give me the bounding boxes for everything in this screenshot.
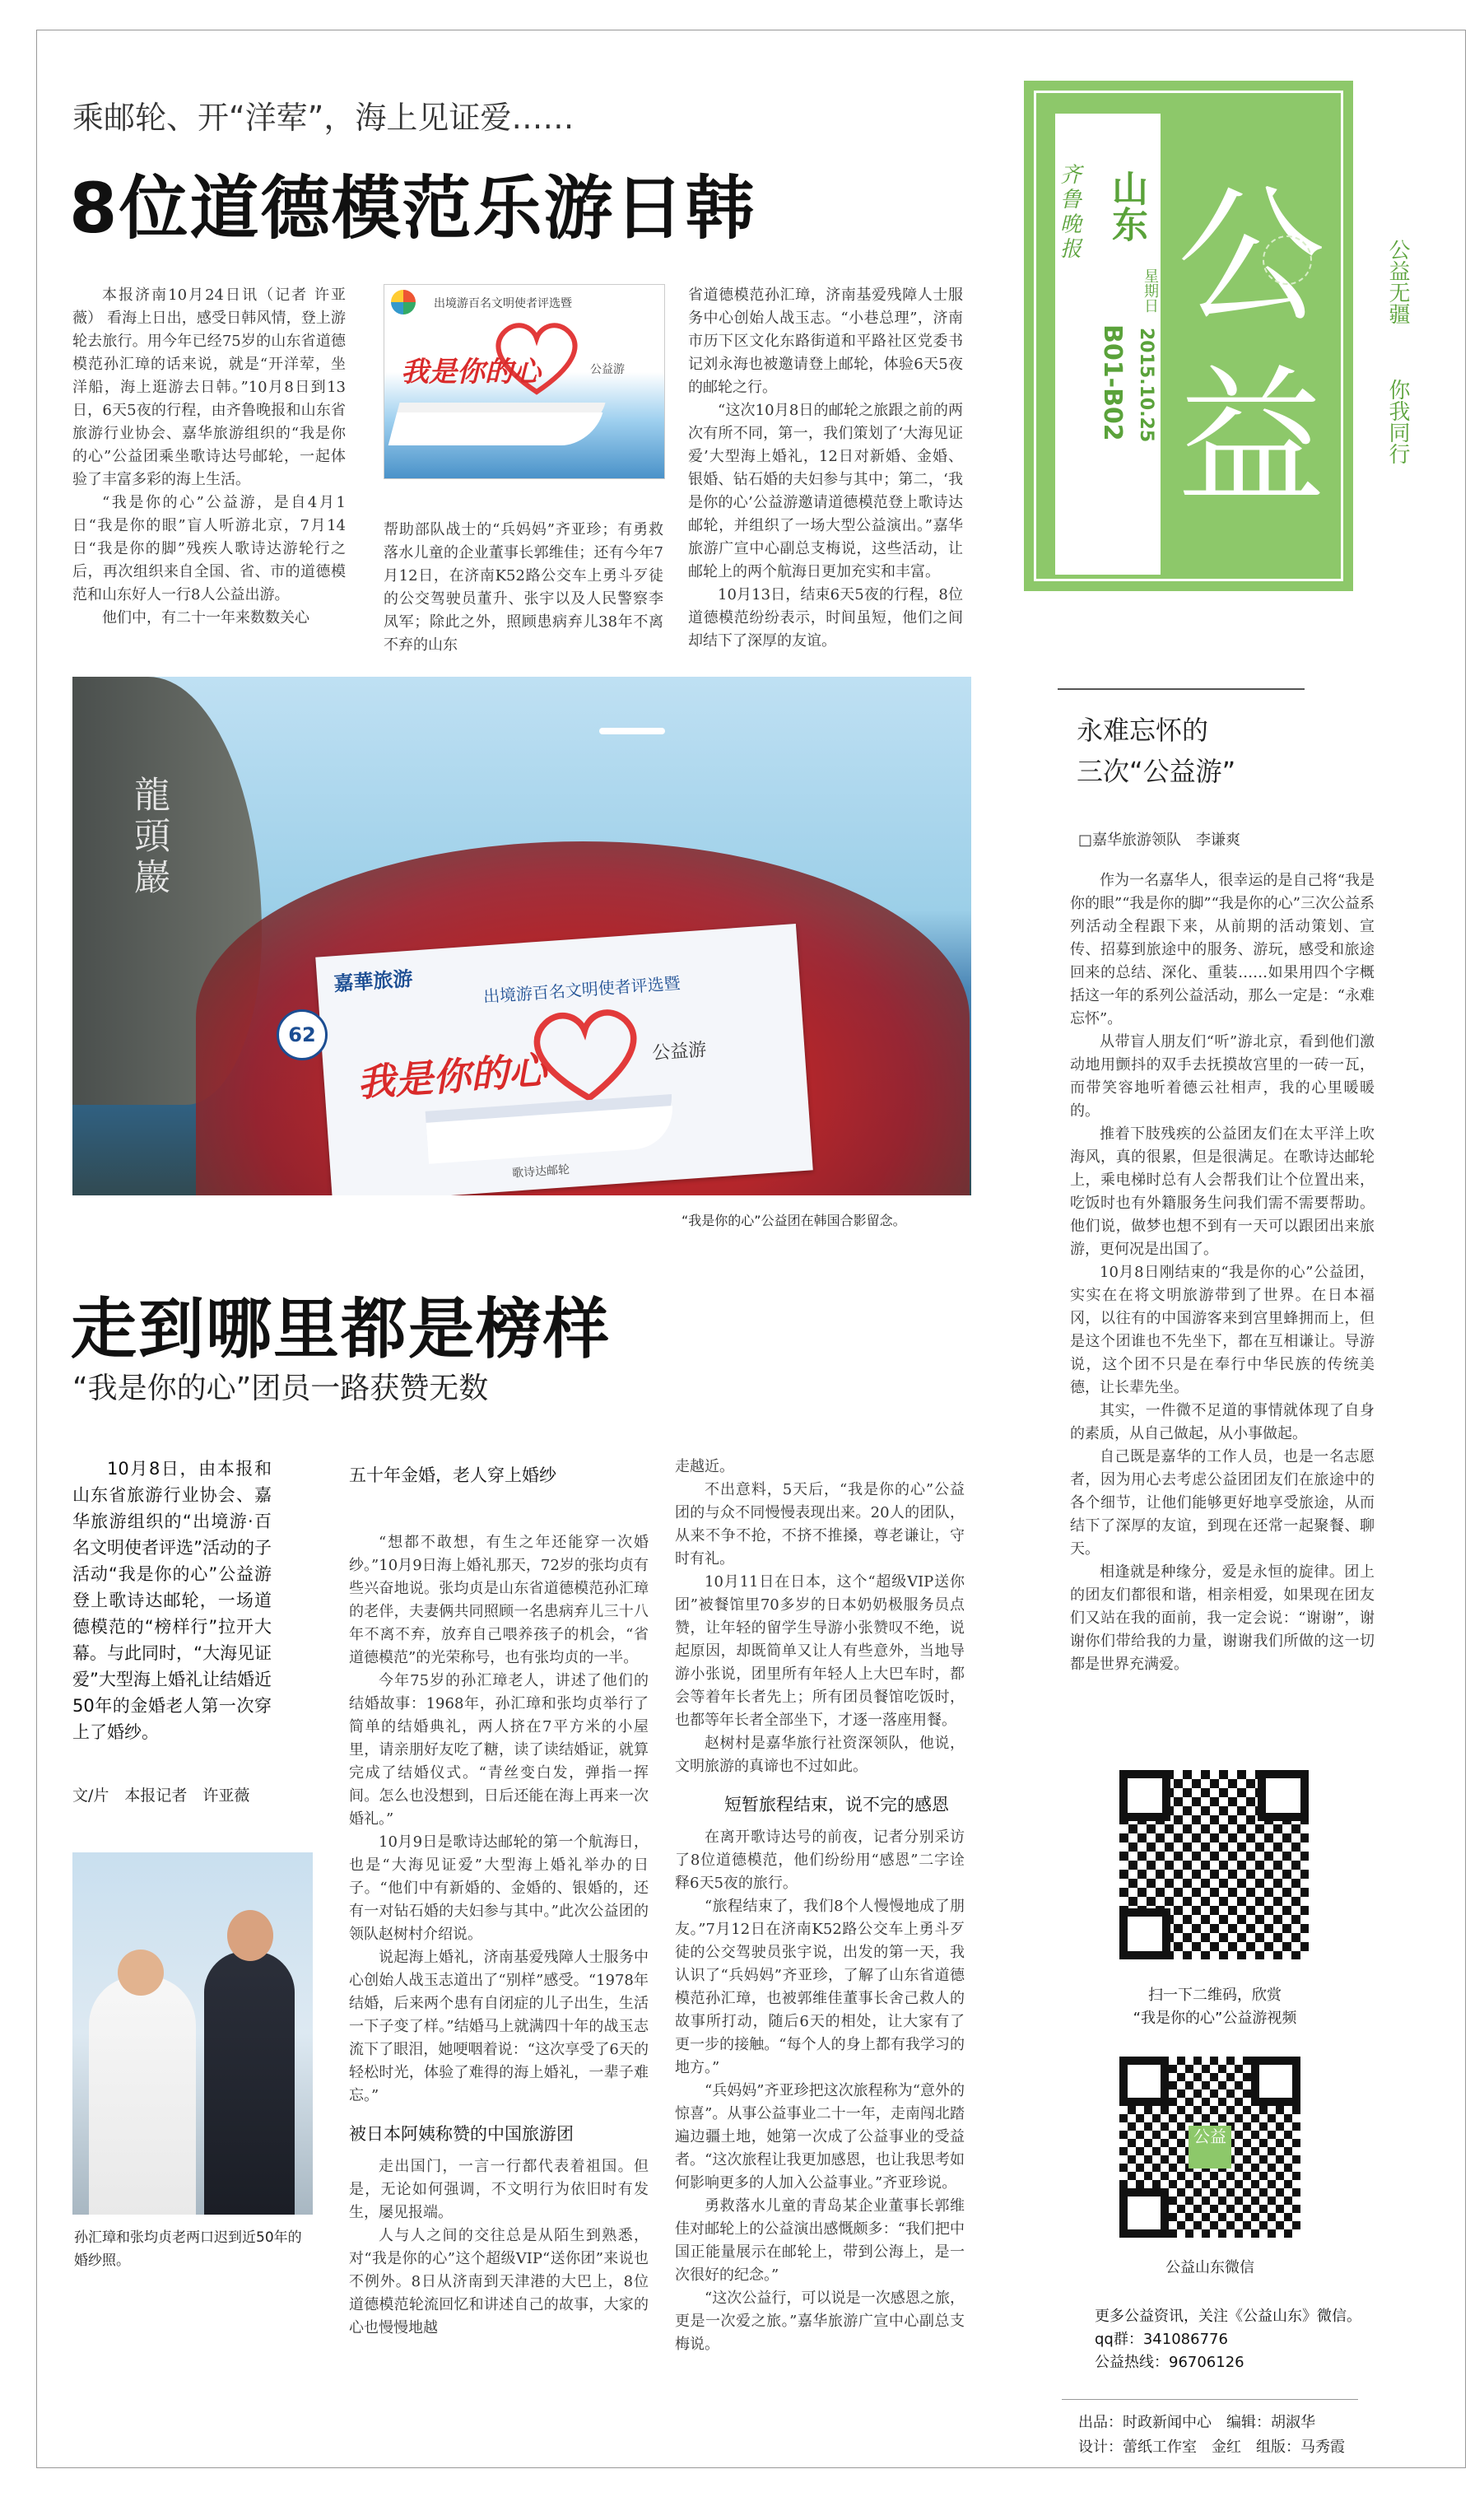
col4-p3: 10月11日在日本，这个“超级VIP送你团”被餐馆里70多岁的日本奶奶极服务员点赞，让年轻的留学生导游小张赞叹不绝，说起原因，却既简单又让人有些意外，当地导游小张说，团里所有年轻人上大巴车时，都会等着年长者先上；所有团员餐馆吃饭时，也都等年长者全部坐下，才逐一落座用餐。: [675, 1573, 965, 1729]
article2-subtitle: “我是你的心”团员一路获赞无数: [72, 1372, 489, 1405]
contact-line1: 更多公益资讯，关注《公益山东》微信。: [1095, 2308, 1361, 2325]
sidebar-p5: 其实，一件微不足道的事情就体现了自身的素质，从自己做起，从小事做起。: [1070, 1402, 1375, 1442]
sidebar-p1: 作为一名嘉华人，很幸运的是自己将“我是你的眼”“我是你的脚”“我是你的心”三次公益系列活动全程跟下来，从前期的活动策划、宣传、招募到旅途中的服务、游玩，感受和旅途回来的总结、深化、重装……如果用四个字概括这一年的系列公益活动，那么一定是：“永难忘怀”。: [1070, 872, 1375, 1027]
col4-p1: 走越近。: [675, 1458, 734, 1475]
sec2-p1: 走出国门，一言一行都代表着祖国。但是，无论如何强调，不文明行为依旧时有发生，屡见报端。: [349, 2158, 649, 2221]
sidebar-p6: 自己既是嘉华的工作人员，也是一名志愿者，因为用心去考虑公益团团友们在旅途中的各个细节，让他们能够更好地享受旅途，从而结下了深厚的友谊，到现在还常一起聚餐、聊天。: [1070, 1448, 1375, 1558]
wedding-photo: [72, 1852, 313, 2215]
sec1-p1: “想都不敢想，有生之年还能穿一次婚纱。”10月9日海上婚礼那天，72岁的张均贞有些兴奋地说。张均贞是山东省道德模范孙汇璋的老伴，夫妻俩共同照顾一名患病弃儿三十八年不离不弃，放弃自己喂养孩子的机会，“省道德模范”的光荣称号，也有张均贞的一半。: [349, 1534, 649, 1666]
airplane-icon: [599, 728, 665, 734]
masthead: [1024, 81, 1353, 591]
masthead-big-char1: 公: [1177, 171, 1326, 343]
wechat-qr-caption: 公益山东微信: [1165, 2259, 1254, 2276]
col4b-p3: “兵妈妈”齐亚珍把这次旅程称为“意外的惊喜”。从事公益事业二十一年，走南闯北踏遍边疆土地，她第一次成了公益事业的受益者。“这次旅程让我更加感恩，也让我思考如何影响更多的人加入公益事业。”齐亚珍说。: [675, 2082, 965, 2192]
number-badge: 62: [277, 1009, 328, 1060]
video-qr-caption: [1100, 1984, 1330, 2030]
contact-info: [1095, 2305, 1361, 2374]
article2-intro-text: 10月8日，由本报和山东省旅游行业协会、嘉华旅游组织的“出境游·百名文明使者评选”活动的子活动“我是你的心”公益游登上歌诗达邮轮，一场道德模范的“榜样行”拉开大幕。与此同时，“大海见证爱”大型海上婚礼让结婚近50年的金婚老人第一次穿上了婚纱。: [72, 1459, 272, 1742]
sidebar-title-line1: 永难忘怀的: [1077, 715, 1209, 746]
masthead-brand: 齐鲁晚报: [1060, 163, 1082, 262]
article1-p3: 他们中，有二十一年来数数关心: [102, 609, 309, 627]
article1-banner-image: [384, 284, 665, 479]
masthead-region: 山东: [1105, 170, 1147, 242]
article2-headline: 走到哪里都是榜样: [71, 1291, 611, 1367]
flag-ship-text: 歌诗达邮轮: [511, 1162, 570, 1181]
group-banner-flag: [315, 924, 813, 1195]
article1-col3: [688, 284, 963, 653]
banner-main-text: 我是你的心: [401, 356, 541, 389]
col4b-p4: 勇救落水儿童的青岛某企业董事长郭维佳对邮轮上的公益演出感慨颇多：“我们把中国正能量展示在邮轮上，带到公海上，是一次很好的纪念。”: [675, 2197, 965, 2284]
col4b-p1: 在离开歌诗达号的前夜，记者分别采访了8位道德模范，他们纷纷用“感恩”二字诠释6天5夜的旅行。: [675, 1829, 965, 1892]
article1-p1: 本报济南10月24日讯（记者 许亚薇） 看海上日出，感受日韩风情，登上游轮去旅行。用今年已经75岁的山东省道德模范孙汇璋的话来说，就是“开洋荤，坐洋船，海上逛游去日韩。”10月8日到13日，6天5夜的行程，由齐鲁晚报和山东省旅游行业协会、嘉华旅游组织的“我是你的心”公益团乘坐歌诗达号邮轮，一起体验了丰富多彩的海上生活。: [72, 287, 346, 488]
article1-col2: [384, 519, 663, 657]
section3-title: 短暂旅程结束，说不完的感恩: [724, 1795, 949, 1815]
sec1-p4: 说起海上婚礼，济南基爱残障人士服务中心创始人战玉志道出了“别样”感受。“1978年结婚，后来两个患有自闭症的儿子出生，生活一下子变了样。”结婚马上就满四十年的战玉志流下了眼泪，她哽咽着说：“这次享受了6天的轻松时光，体验了难得的海上婚礼，一辈子难忘。”: [349, 1949, 649, 2104]
article1-kicker: 乘邮轮、开“洋荤”，海上见证爱……: [72, 100, 575, 136]
sidebar-p4: 10月8日刚结束的“我是你的心”公益团，实实在在将文明旅游带到了世界。在日本福冈，以往有的中国游客来到宫里蜂拥而上，但是这个团谁也不先坐下，都在互相谦让。导游说，这个团不只是在奉行中华民族的传统美德，让长辈先坐。: [1070, 1264, 1375, 1396]
article1-p4: 帮助部队战士的“兵妈妈”齐亚珍；有勇救落水儿童的企业董事长郭维佳；还有今年7月12日，在济南K52路公交车上勇斗歹徒的公交驾驶员董升、张宇以及人民警察李凤军；除此之外，照顾患病弃儿38年不离不弃的山东: [384, 521, 663, 654]
masthead-date: 2015.10.25: [1136, 328, 1156, 443]
credits-line2: 设计：蕾纸工作室 金红 组版：马秀霞: [1078, 2439, 1345, 2456]
flag-ship-icon: [426, 1106, 676, 1164]
masthead-pages: B01-B02: [1098, 324, 1127, 441]
flag-main-text: 我是你的心: [356, 1047, 548, 1106]
contact-hotline: 公益热线：96706126: [1095, 2354, 1244, 2371]
col4b-p5: “这次公益行，可以说是一次感恩之旅，更是一次爱之旅。”嘉华旅游广宣中心副总支梅说。: [675, 2290, 965, 2353]
col4b-p2: “旅程结束了，我们8个人慢慢地成了朋友。”7月12日在济南K52路公交车上勇斗歹徒的公交驾驶员张宇说，出发的第一天，我认识了“兵妈妈”齐亚珍，了解了山东省道德模范孙汇璋，也被郭维佳董事长舍己救人的故事所打动，随后6天的相处，让大家有了更一步的接触。“每个人的身上都有我学习的地方。”: [675, 1898, 965, 2076]
flag-org: 嘉華旅游: [333, 967, 414, 996]
sec2-p2: 人与人之间的交往总是从陌生到熟悉，对“我是你的心”这个超级VIP“送你团”来说也不例外。8日从济南到天津港的大巴上，8位道德模范轮流回忆和讲述自己的故事，大家的心也慢慢地越: [349, 2227, 649, 2336]
article1-headline: 8位道德模范乐游日韩: [69, 168, 756, 249]
video-qr-code[interactable]: [1119, 1770, 1309, 1959]
banner-tag-text: 公益游: [590, 363, 625, 376]
article1-p7: 10月13日，结束6天5夜的行程，8位道德模范纷纷表示，时间虽短，他们之间却结下了深厚的友谊。: [688, 586, 963, 650]
masthead-slogan2: 你我同行: [1385, 379, 1410, 464]
sidebar-p2: 从带盲人朋友们“听”游北京，看到他们激动地用颤抖的双手去抚摸故宫里的一砖一瓦，而带笑容地听着德云社相声，我的心里暖暖的。: [1070, 1033, 1375, 1120]
rock-inscription: 龍頭巖: [128, 776, 170, 899]
sec1-p3: 10月9日是歌诗达邮轮的第一个航海日，也是“大海见证爱”大型海上婚礼举办的日子。“他们中有新婚的、金婚的、银婚的，还有一对钻石婚的夫妇参与其中。”此次公益团的领队赵树村介绍说。: [349, 1833, 649, 1943]
video-qr-caption-line1: 扫一下二维码，欣赏: [1148, 1987, 1282, 2004]
article2-byline: 文/片 本报记者 许亚薇: [72, 1787, 250, 1805]
banner-top-text: 出境游百名文明使者评选暨: [434, 297, 572, 310]
video-qr-caption-line2: “我是你的心”公益游视频: [1133, 2010, 1297, 2027]
groom-face: [227, 1910, 273, 1961]
sidebar-p3: 推着下肢残疾的公益团友们在太平洋上吹海风，真的很累，但是很满足。在歌诗达邮轮上，乘电梯时总有人会帮我们让个位置出来，吃饭时也有外籍服务生问我们需不需要帮助。他们说，做梦也想不到有一天可以跟团出来旅游，更何况是出国了。: [1070, 1125, 1375, 1258]
article2-col3: [349, 1531, 649, 2340]
credits: [1078, 2411, 1345, 2460]
fingerprint-icon: [1263, 235, 1312, 285]
groom-figure: [204, 1951, 295, 2215]
article1-col1: [72, 284, 346, 630]
bride-face: [118, 1950, 164, 1996]
sidebar-title-line2: 三次“公益游”: [1077, 756, 1236, 787]
article1-p2: “我是你的心”公益游，是自4月1日“我是你的眼”盲人听游北京，7月14日“我是你的脚”残疾人歌诗达游轮行之后，再次组织来自全国、省、市的道德模范和山东好人一行8人公益出游。: [72, 494, 346, 603]
masthead-big-char2: 益: [1177, 352, 1326, 524]
wedding-photo-caption: 孙汇璋和张均贞老两口迟到近50年的婚纱照。: [74, 2229, 302, 2269]
sec1-p2: 今年75岁的孙汇璋老人，讲述了他们的结婚故事：1968年，孙汇璋和张均贞举行了简单的结婚典礼，两人挤在7平方米的小屋里，请亲朋好友吃了糖，读了读结婚证，就算完成了结婚仪式。“青丝变白发，弹指一挥间。怎么也没想到，日后还能在海上再来一次婚礼。”: [349, 1672, 649, 1828]
group-photo-caption: “我是你的心”公益团在韩国合影留念。: [682, 1213, 906, 1228]
bride-figure: [89, 1976, 196, 2215]
sidebar-body: [1070, 869, 1375, 1676]
article1-p6: “这次10月8日的邮轮之旅跟之前的两次有所不同，第一，我们策划了‘大海见证爱’大型海上婚礼，12日对新婚、金婚、银婚、钻石婚的夫妇参与其中；第二，‘我是你的心’公益游邀请道德模范登上歌诗达邮轮，并组织了一场大型公益演出。”嘉华旅游广宣中心副总支梅说，这些活动，让邮轮上的两个航海日更加充实和丰富。: [688, 402, 963, 580]
event-logo-icon: [391, 290, 416, 314]
credits-rule: [1062, 2399, 1358, 2400]
masthead-weekday: 星期日: [1142, 268, 1159, 313]
sidebar-author: □嘉华旅游领队 李谦爽: [1078, 832, 1241, 849]
col4-p4: 赵树村是嘉华旅行社资深领队，他说，文明旅游的真谛也不过如此。: [675, 1735, 965, 1775]
section2-title: 被日本阿姨称赞的中国旅游团: [349, 2124, 574, 2144]
credits-line1: 出品：时政新闻中心 编辑：胡淑华: [1078, 2414, 1315, 2431]
section1-title: 五十年金婚，老人穿上婚纱: [349, 1465, 556, 1485]
sidebar-title: [1077, 710, 1235, 792]
sidebar-rule: [1058, 688, 1305, 690]
group-photo: [72, 677, 971, 1195]
flag-line: 出境游百名文明使者评选暨: [482, 972, 682, 1007]
contact-qq: qq群：341086776: [1095, 2331, 1228, 2348]
sidebar-p7: 相逢就是种缘分，爱是永恒的旋律。团上的团友们都很和谐，相亲相爱，如果现在团友们又站在我的面前，我一定会说：“谢谢”，谢谢你们带给我的力量，谢谢我们所做的这一切都是世界充满爱。: [1070, 1563, 1375, 1673]
flag-tag-text: 公益游: [651, 1039, 708, 1064]
masthead-slogan1: 公益无疆: [1385, 239, 1410, 324]
article2-col4: [675, 1456, 965, 2356]
cruise-ship-icon: [388, 412, 603, 445]
article2-intro: [72, 1456, 272, 1745]
col4-p2: 不出意料，5天后，“我是你的心”公益团的与众不同慢慢表现出来。20人的团队，从来不争不抢，不挤不推搡，尊老谦让，守时有礼。: [675, 1481, 965, 1568]
article1-p5: 省道德模范孙汇璋，济南基爱残障人士服务中心创始人战玉志。“小巷总理”，济南市历下区文化东路街道和平路社区党委书记刘永海也被邀请登上邮轮，体验6天5夜的邮轮之行。: [688, 287, 963, 396]
wechat-qr-code[interactable]: [1119, 2057, 1300, 2238]
wechat-qr-logo: 公益: [1189, 2126, 1231, 2169]
